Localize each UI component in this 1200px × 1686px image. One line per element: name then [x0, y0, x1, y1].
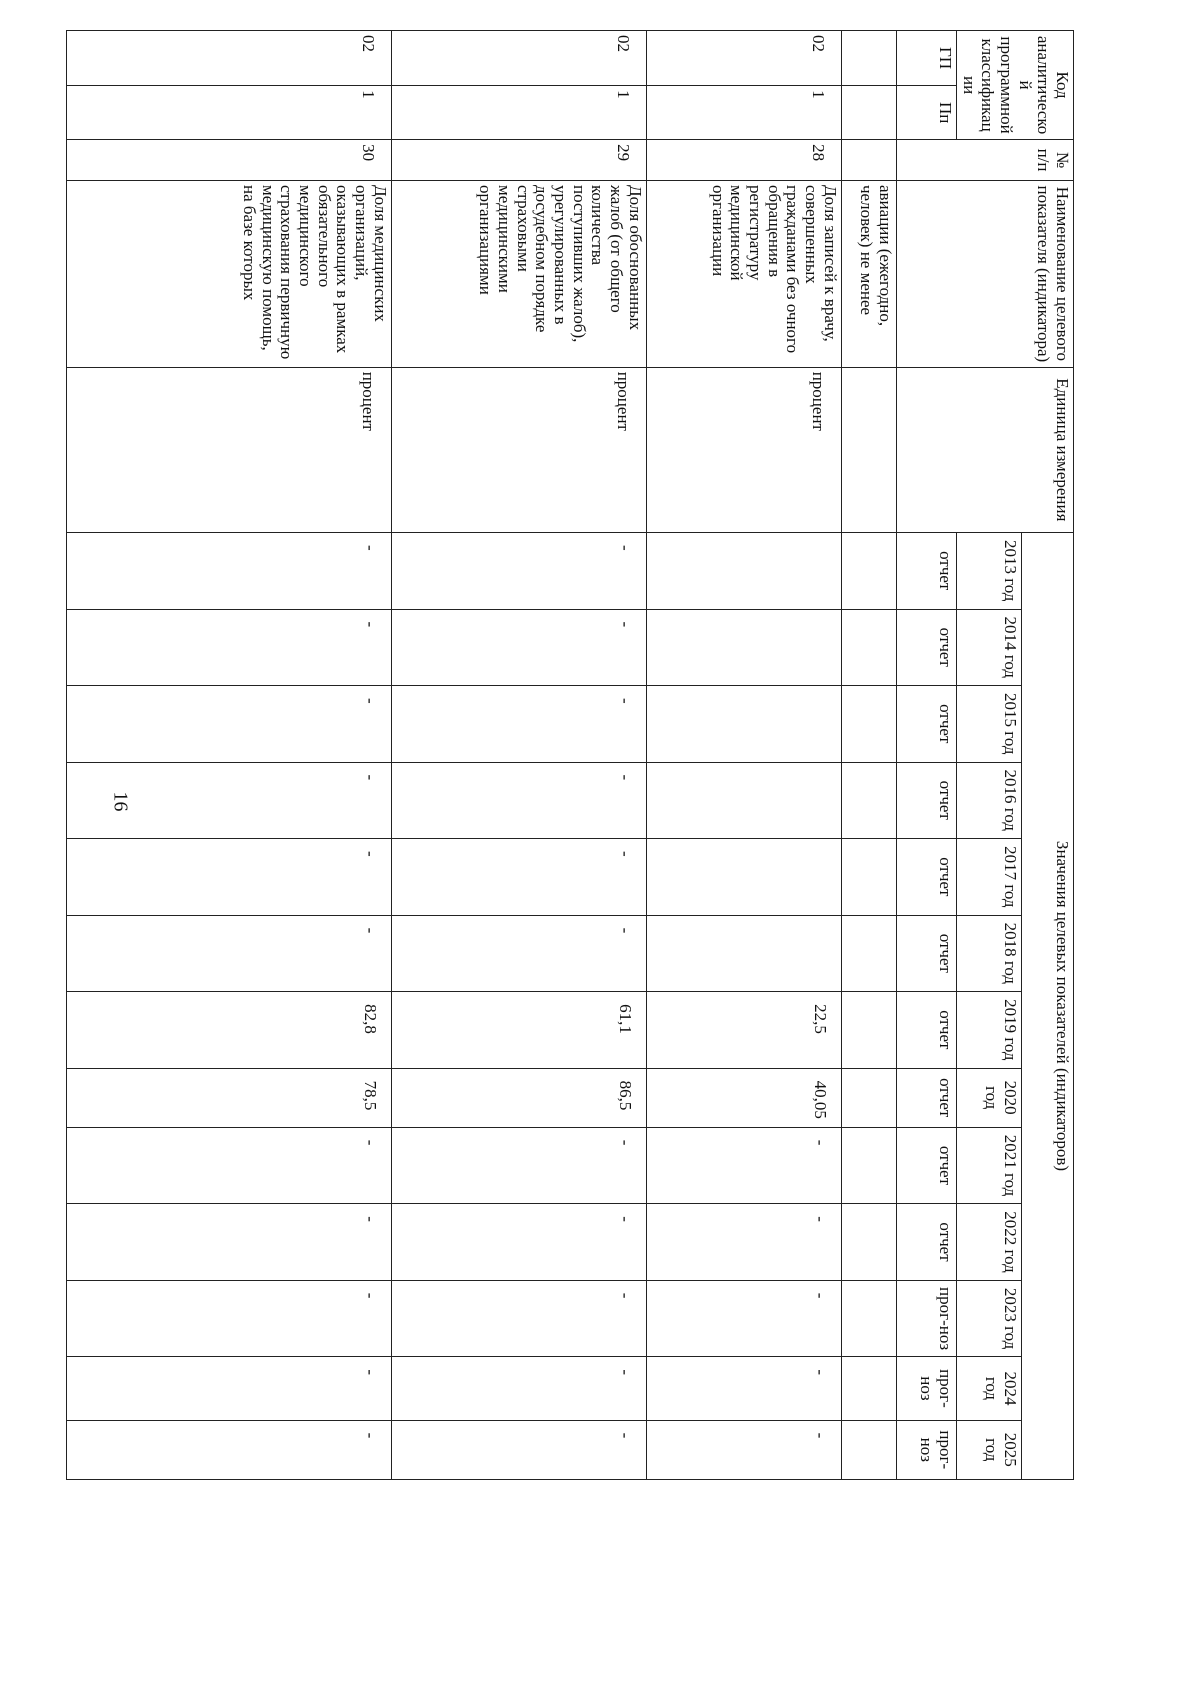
cell-value — [841, 1068, 896, 1127]
cell-value: - — [66, 1420, 391, 1479]
cell-value — [841, 1127, 896, 1204]
header-values-group: Значения целевых показателей (индикаторов) — [1021, 532, 1073, 1479]
cell-value — [646, 609, 841, 686]
cell-value: - — [66, 1280, 391, 1357]
header-year: 2021 год — [956, 1127, 1021, 1204]
cell-value: - — [391, 1204, 646, 1281]
header-year: 2016 год — [956, 762, 1021, 839]
table-header — [896, 31, 1073, 1480]
cell-value: - — [66, 762, 391, 839]
header-year: 2015 год — [956, 686, 1021, 763]
cell-value — [646, 686, 841, 763]
cell-value: - — [391, 839, 646, 916]
cell-value: - — [391, 762, 646, 839]
cell-gp: 02 — [391, 31, 646, 86]
cell-value: 86,5 — [391, 1068, 646, 1127]
cell-value — [646, 915, 841, 992]
header-type: прог-ноз — [896, 1420, 956, 1479]
cell-value: - — [391, 609, 646, 686]
cell-unit: процент — [391, 367, 646, 532]
header-year: 2024 год — [956, 1357, 1021, 1420]
table-row — [646, 31, 841, 1480]
header-type: отчет — [896, 1204, 956, 1281]
header-pp: Пп — [896, 86, 956, 140]
cell-value: - — [391, 532, 646, 609]
header-year: 2017 год — [956, 839, 1021, 916]
header-type: отчет — [896, 1127, 956, 1204]
header-year: 2020 год — [956, 1068, 1021, 1127]
cell-unit — [841, 367, 896, 532]
cell-value: 61,1 — [391, 992, 646, 1069]
cell-unit: процент — [66, 367, 391, 532]
table-row — [391, 31, 646, 1480]
cell-value: 82,8 — [66, 992, 391, 1069]
cell-value: 40,05 — [646, 1068, 841, 1127]
cell-value: - — [391, 686, 646, 763]
cell-name: Доля медицинских организаций, оказывающих в рамках обязательного медицинского страхования первичную медицинскую помощь, на базе которых — [66, 180, 391, 367]
header-gp: ГП — [896, 31, 956, 86]
cell-value: - — [646, 1280, 841, 1357]
header-year: 2022 год — [956, 1204, 1021, 1281]
cell-value — [841, 839, 896, 916]
cell-pp: 1 — [646, 86, 841, 140]
table-body — [66, 31, 896, 1480]
header-type: отчет — [896, 839, 956, 916]
cell-value: - — [66, 915, 391, 992]
cell-value — [841, 532, 896, 609]
header-year: 2023 год — [956, 1280, 1021, 1357]
cell-value: - — [391, 1127, 646, 1204]
cell-value: - — [391, 1280, 646, 1357]
cell-value — [841, 609, 896, 686]
cell-unit: процент — [646, 367, 841, 532]
cell-value — [841, 992, 896, 1069]
header-year: 2019 год — [956, 992, 1021, 1069]
cell-value — [841, 762, 896, 839]
cell-value: - — [391, 915, 646, 992]
cell-pp: 1 — [391, 86, 646, 140]
header-unit: Единица измерения — [896, 367, 1073, 532]
header-code-group: Код аналитической программной классификации — [956, 31, 1073, 140]
table-row — [841, 31, 896, 1480]
header-year: 2013 год — [956, 532, 1021, 609]
cell-gp — [841, 31, 896, 86]
cell-value: - — [66, 1127, 391, 1204]
cell-name: Доля обоснованных жалоб (от общего количества поступивших жалоб), урегулированных в досудебном порядке страховыми медицинскими организациями — [391, 180, 646, 367]
header-type: прог-ноз — [896, 1280, 956, 1357]
cell-name: авиации (ежегодно, человек) не менее — [841, 180, 896, 367]
cell-value — [841, 1357, 896, 1420]
rotated-table-container — [149, 30, 1074, 1480]
cell-value: - — [66, 1204, 391, 1281]
cell-name: Доля записей к врачу, совершенных гражданами без очного обращения в регистратуру медицинской организации — [646, 180, 841, 367]
cell-pp — [841, 86, 896, 140]
cell-value — [646, 839, 841, 916]
cell-value: - — [391, 1357, 646, 1420]
cell-value: - — [66, 839, 391, 916]
header-type: отчет — [896, 915, 956, 992]
cell-value — [841, 1280, 896, 1357]
header-type: отчет — [896, 609, 956, 686]
cell-gp: 02 — [646, 31, 841, 86]
indicators-table — [66, 30, 1074, 1480]
cell-pp: 1 — [66, 86, 391, 140]
table-row — [66, 31, 391, 1480]
cell-value — [841, 1204, 896, 1281]
page-number: 16 — [109, 791, 132, 812]
cell-value: - — [646, 1127, 841, 1204]
header-name: Наименование целевого показателя (индикатора) — [896, 180, 1073, 367]
cell-num — [841, 140, 896, 181]
cell-gp: 02 — [66, 31, 391, 86]
header-year: 2018 год — [956, 915, 1021, 992]
cell-value — [841, 915, 896, 992]
cell-num: 29 — [391, 140, 646, 181]
header-type: отчет — [896, 992, 956, 1069]
header-year: 2025 год — [956, 1420, 1021, 1479]
cell-value: 22,5 — [646, 992, 841, 1069]
cell-value — [841, 1420, 896, 1479]
header-type: отчет — [896, 1068, 956, 1127]
cell-value — [646, 762, 841, 839]
cell-value: - — [66, 686, 391, 763]
cell-num: 30 — [66, 140, 391, 181]
cell-num: 28 — [646, 140, 841, 181]
cell-value: - — [646, 1357, 841, 1420]
header-type: отчет — [896, 762, 956, 839]
cell-value — [841, 686, 896, 763]
header-type: прог-ноз — [896, 1357, 956, 1420]
cell-value: - — [66, 1357, 391, 1420]
cell-value: 78,5 — [66, 1068, 391, 1127]
header-year: 2014 год — [956, 609, 1021, 686]
header-type: отчет — [896, 532, 956, 609]
cell-value: - — [646, 1204, 841, 1281]
cell-value: - — [391, 1420, 646, 1479]
header-type: отчет — [896, 686, 956, 763]
cell-value: - — [66, 532, 391, 609]
cell-value: - — [66, 609, 391, 686]
cell-value: - — [646, 1420, 841, 1479]
cell-value — [646, 532, 841, 609]
header-num: № п/п — [896, 140, 1073, 181]
